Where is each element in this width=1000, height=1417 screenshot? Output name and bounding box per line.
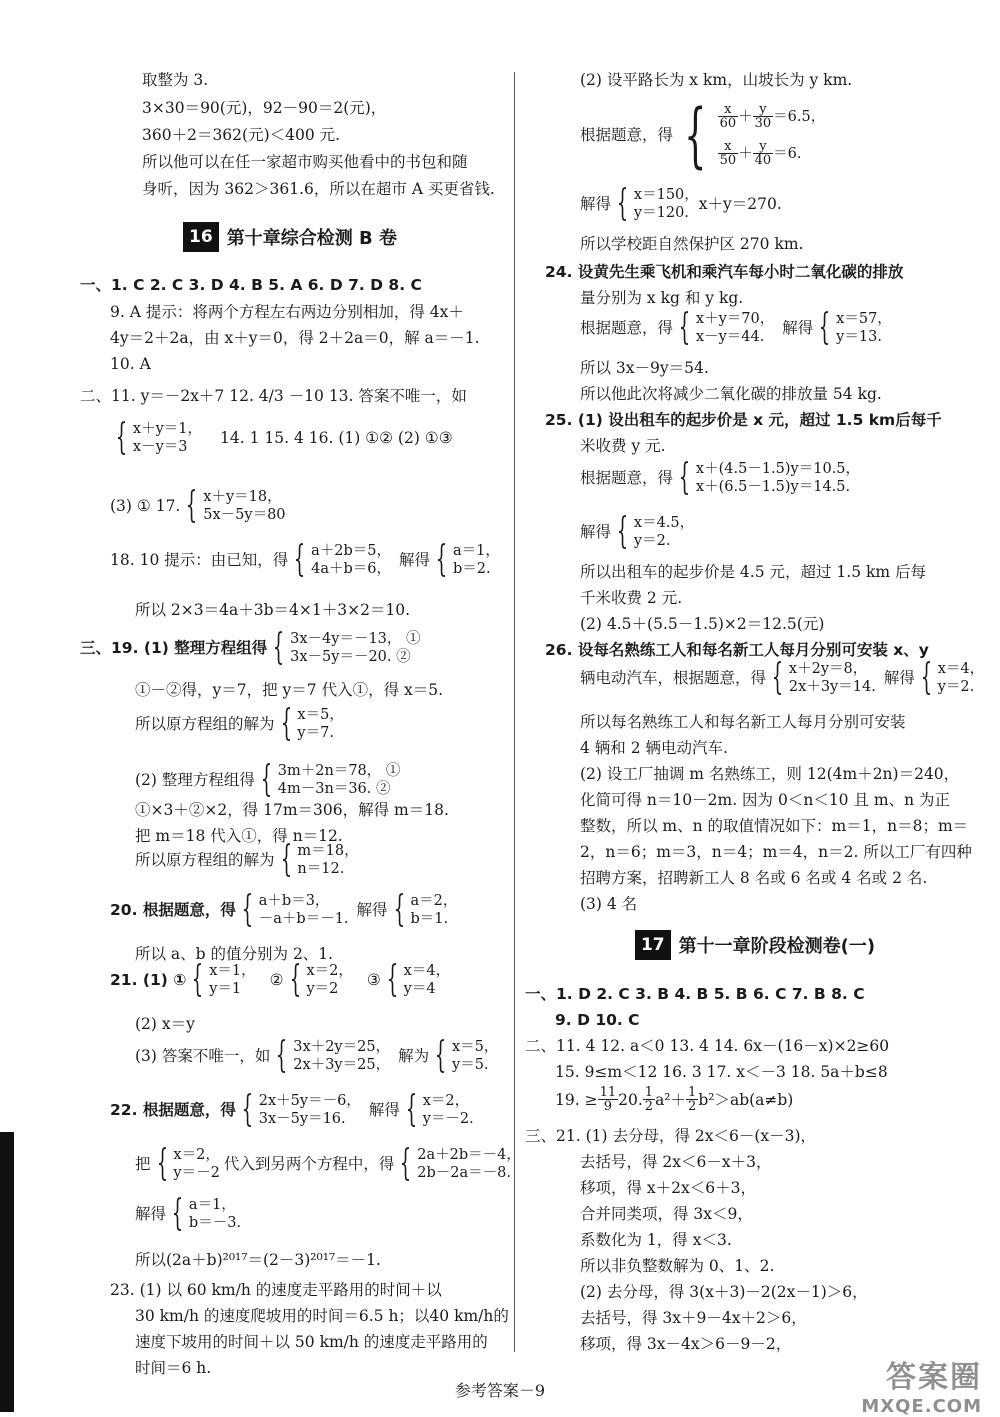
answer-line: 移项，得 x＋2x＜6＋3， [580,1179,756,1197]
answer-line: 所以 a、b 的值分别为 2、1. [135,945,334,963]
answer-line: 去括号，得 2x＜6－x＋3， [580,1153,772,1171]
answer-row: 根据题意，得 { x＋y＝70， x－y＝44. 解得 { x＝57， y＝13. [580,307,892,348]
answer-row-13 [110,417,453,458]
answer-row: 解得 { x＝4.5， y＝2. [580,511,695,552]
answer-line: 2，n＝6；m＝3，n＝4；m＝4，n＝2. 所以工厂有四种 [580,843,972,861]
answer-line: 二、11. y＝－2x＋7 12. 4/3 －10 13. 答案不唯一，如 [80,387,467,405]
page-footer: 参考答案－9 [454,1381,546,1400]
answer-line: 合并同类项，得 3x＜9， [580,1205,753,1223]
section-number: 17 [635,930,671,960]
answer-row: 所以原方程组的解为 { m＝18， n＝12. [135,839,359,880]
answer-line: 化简可得 n＝10－2m. 因为 0＜n＜10 且 m、n 为正 [580,791,951,809]
answer-line: 所以每名熟练工人和每名新工人每月分别可安装 [580,713,906,731]
answer-line: 所以 2×3＝4a＋3b＝4×1＋3×2＝10. [135,601,411,619]
equation-system: 3x－4y＝－13， ① 3x－5y＝－20. ② [290,631,421,665]
answer-line: 30 km/h 的速度爬坡用的时间＝6.5 h；以40 km/h的 [135,1307,509,1325]
answer-row: (3) 答案不唯一，如 { 3x＋2y＝25， 2x＋3y＝25， 解为 { x＝5， y＝5. [135,1035,499,1076]
text-line: 取整为 3. [142,71,209,89]
answer-line: 15. 9≤m＜12 16. 3 17. x＜－3 18. 5a＋b≤8 [555,1063,888,1081]
text-line: 360＋2＝362(元)＜400 元. [142,126,341,144]
answer-line: 整数，所以 m、n 的取值情况如下：m＝1，n＝8；m＝ [580,817,969,835]
answer-row: 把 { x＝2， y＝－2 代入到另两个方程中，得 { 2a＋2b＝－4， 2b－2a＝－8. [135,1143,521,1184]
answer-line: 4y＝2＋2a，由 x＋y＝0，得 2＋2a＝0，解 a＝－1. [110,329,480,347]
answer-line: (2) 设平路长为 x km，山坡长为 y km. [580,71,853,89]
equation-system: x＋y＝1， x－y＝3 [132,421,203,455]
answer-line: 二、11. 4 12. a＜0 13. 4 14. 6x－(16－x)×2≥60 [525,1037,890,1055]
answer-line: 时间＝6 h. [135,1359,212,1377]
answer-line: (2) x＝y [135,1015,195,1033]
answer-line: 9. D 10. C [555,1011,640,1029]
answer-line: 去括号，得 3x＋9－4x＋2＞6， [580,1309,807,1327]
equation-system: m＝18， n＝12. [297,843,359,877]
answer-line: 一、1. D 2. C 3. B 4. B 5. B 6. C 7. B 8. C [525,985,865,1003]
answer-line: 米收费 y 元. [580,437,666,455]
answer-line: 所以学校距自然保护区 270 km. [580,235,804,253]
answer-row: 所以原方程组的解为 { x＝5， y＝7. [135,703,344,744]
brace: { [186,485,198,526]
equation-system: a＋b＝3， －a＋b＝－1. [258,893,349,927]
equation-system: $\frac{x}{60}$ ＋ $\frac{y}{30}$ ＝6.5， $\frac{x}{50}$ ＋ $\frac{y}{40}$ ＝6. [719,102,826,168]
answer-line: 23. (1) 以 60 km/h 的速度走平路用的时间＋以 [110,1281,442,1299]
answer-line: 系数化为 1，得 x＜3. [580,1231,732,1249]
answer-line: 把 m＝18 代入①，得 n＝12. [135,827,343,845]
text-line: 3×30＝90(元)，92－90＝2(元)， [142,99,387,117]
answer-row: 解得 { x＝150， y＝120. x＋y＝270. [580,183,782,224]
answer-line: 招聘方案，招聘新工人 8 名或 6 名或 4 名或 2 名. [580,869,928,887]
equation-system: a＋2b＝5， 4a＋b＝6， [311,543,392,577]
answer-line: 千米收费 2 元. [580,589,683,607]
equation-system: x＝5， y＝7. [297,707,344,741]
equation-system: 3m＋2n＝78， ① 4m－3n＝36. ② [277,763,401,797]
brace: { [115,417,128,458]
text-line: 身听，因为 362＞361.6，所以在超市 A 买更省钱. [142,180,495,198]
answer-row-20: 20. 根据题意，得 { a＋b＝3， －a＋b＝－1. 解得 { a＝2， b＝1. [110,889,458,930]
answer-line: 所以出租车的起步价是 4.5 元，超过 1.5 km 后每 [580,563,927,581]
answer-line: ①－②得，y＝7，把 y＝7 代入①，得 x＝5. [135,681,444,699]
answer-line: 所以(2a＋b)²⁰¹⁷＝(2－3)²⁰¹⁷＝－1. [135,1251,381,1269]
answer-line: 量分别为 x kg 和 y kg. [580,289,744,307]
answer-line: 一、1. C 2. C 3. D 4. B 5. A 6. D 7. D 8. C [80,276,422,294]
answer-row-17: (3) ① 17. { x＋y＝18， 5x－5y＝80 [110,485,286,526]
side-edge-bar [0,1132,14,1412]
section-heading-17 [545,930,965,960]
answer-line: (3) 4 名 [580,895,638,913]
equation-system: a＝1， b＝2. [452,543,500,577]
answer-line: 所以非负整数解为 0、1、2. [580,1257,775,1275]
answer-line: 所以他此次将减少二氧化碳的排放量 54 kg. [580,385,882,403]
answer-line: 9. A 提示：将两个方程左右两边分别相加，得 4x＋ [110,303,464,321]
answer-line: 25. (1) 设出租车的起步价是 x 元，超过 1.5 km后每千 [545,411,942,429]
answer-line: 4 辆和 2 辆电动汽车. [580,739,728,757]
answer-line: (2) 设工厂抽调 m 名熟练工，则 12(4m＋2n)＝240， [580,765,960,783]
answer-row-19: 三、19. (1) 整理方程组得 { 3x－4y＝－13， ① 3x－5y＝－20. ② [80,627,421,668]
answer-row-18: 18. 10 提示：由已知，得 { a＋2b＝5， 4a＋b＝6， 解得 { a＝1， b＝2. [110,539,500,580]
answer-row: 19. ≥ $\frac{11}{9}$ 20. $\frac{1}{2}$ a²＋ $\frac{1}{2}$ b²＞ab(a≠b) [555,1085,794,1114]
answer-line: 26. 设每名熟练工人和每名新工人每月分别可安装 x、y [545,641,929,659]
section-title: 第十一章阶段检测卷(一) [678,936,876,957]
answer-text: 14. 1 15. 4 16. (1) ①② (2) ①③ [220,429,453,447]
answer-row: 解得 { a＝1， b＝－3. [135,1193,242,1234]
answer-row-22: 22. 根据题意，得 { 2x＋5y＝－6， 3x－5y＝16. 解得 { x＝2， y＝－2. [110,1089,474,1130]
answer-line: 速度下坡用的时间＋以 50 km/h 的速度走平路用的 [135,1333,488,1351]
watermark-logo: 答案圈 MXQE.COM [861,1360,982,1417]
section-title: 第十章综合检测 B 卷 [226,228,397,249]
answer-row: (2) 整理方程组得 { 3m＋2n＝78， ① 4m－3n＝36. ② [135,759,401,800]
answer-row: 根据题意，得 { $\frac{x}{60}$ ＋ $\frac{y}{30}$ ＝6.5， $\frac{x}{50}$ ＋ $\frac{y}{40}$ ＝6. [580,94,826,176]
answer-line: (2) 4.5＋(5.5－1.5)×2＝12.5(元) [580,615,825,633]
answer-row-21: 21. (1) ① { x＝1， y＝1 ② { x＝2， y＝2 ③ { x＝4， y＝4 [110,959,451,1000]
answer-row: 根据题意，得 { x＋(4.5－1.5)y＝10.5， x＋(6.5－1.5)y＝14.5. [580,457,861,498]
answer-line: 10. A [110,355,151,373]
equation-system: x＋y＝18， 5x－5y＝80 [203,489,286,523]
answer-line: 移项，得 3x－4x＞6－9－2， [580,1335,792,1353]
section-heading-16 [80,222,500,252]
answer-line: 所以 3x－9y＝54. [580,359,709,377]
answer-line: ①×3＋②×2，得 17m＝306，解得 m＝18. [135,801,449,819]
equation-system: a＝2， b＝1. [410,893,458,927]
answer-line: 三、21. (1) 去分母，得 2x＜6－(x－3)， [525,1127,817,1145]
answer-row: 辆电动汽车，根据题意，得 { x＋2y＝8， 2x＋3y＝14. 解得 { x＝4， y＝2. [580,657,985,698]
answer-line: 24. 设黄先生乘飞机和乘汽车每小时二氧化碳的排放 [545,263,904,281]
section-number: 16 [183,222,219,252]
answer-line: (2) 去分母，得 3(x＋3)－2(2x－1)＞6， [580,1283,868,1301]
text-line: 所以他可以在任一家超市购买他看中的书包和随 [142,153,468,171]
